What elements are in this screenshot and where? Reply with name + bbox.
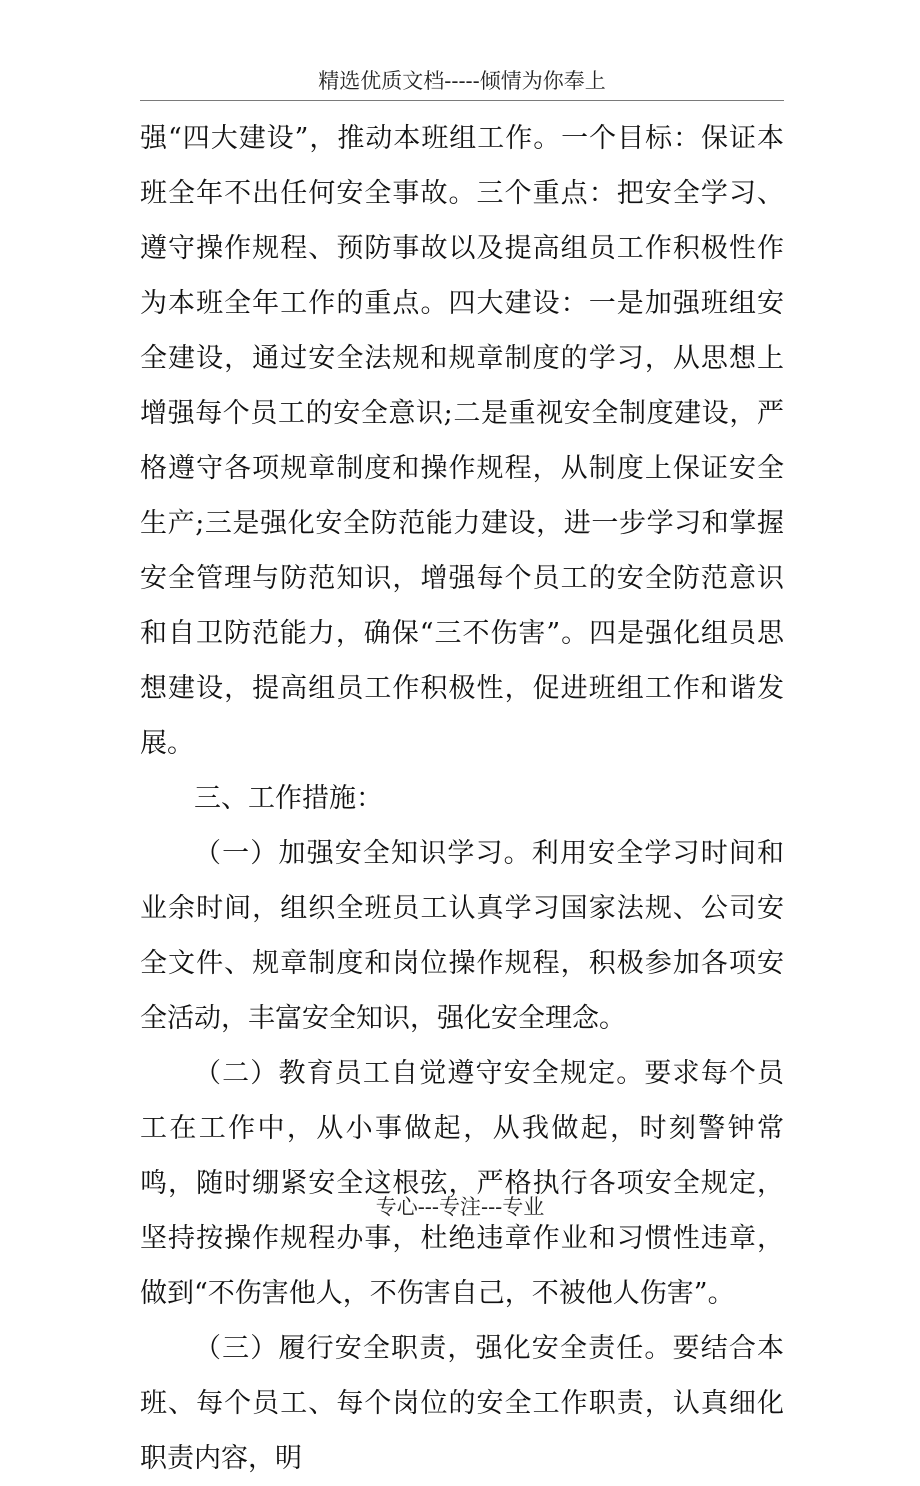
paragraph-measure-3: （三）履行安全职责，强化安全责任。要结合本班、每个员工、每个岗位的安全工作职责，认真细化职责内容，明 (140, 1333, 784, 1474)
paragraph-measure-2: （二）教育员工自觉遵守安全规定。要求每个员工在工作中，从小事做起，从我做起，时刻警钟常鸣，随时绷紧安全这根弦，严格执行各项安全规定，坚持按操作规程办事，杜绝违章作业和习惯性违章，做到“不伤害他人，不伤害自己，不被他人伤害”。 (140, 1058, 784, 1309)
document-body (140, 111, 784, 1486)
paragraph-goals: 强“四大建设”，推动本班组工作。一个目标：保证本班全年不出任何安全事故。三个重点：把安全学习、遵守操作规程、预防事故以及提高组员工作积极性作为本班全年工作的重点。四大建设：一是加强班组安全建设，通过安全法规和规章制度的学习，从思想上增强每个员工的安全意识;二是重视安全制度建设，严格遵守各项规章制度和操作规程，从制度上保证安全生产;三是强化安全防范能力建设，进一步学习和掌握安全管理与防范知识，增强每个员工的安全防范意识和自卫防范能力，确保“三不伤害”。四是强化组员思想建设，提高组员工作积极性，促进班组工作和谐发展。 (140, 123, 784, 759)
section-heading-measures: 三、工作措施： (194, 783, 383, 814)
page-footer: 专心---专注---专业 (375, 1195, 545, 1219)
page-header: 精选优质文档-----倾情为你奉上 (140, 66, 784, 101)
paragraph-measure-1: （一）加强安全知识学习。利用安全学习时间和业余时间，组织全班员工认真学习国家法规、公司安全文件、规章制度和岗位操作规程，积极参加各项安全活动，丰富安全知识，强化安全理念。 (140, 838, 784, 1034)
